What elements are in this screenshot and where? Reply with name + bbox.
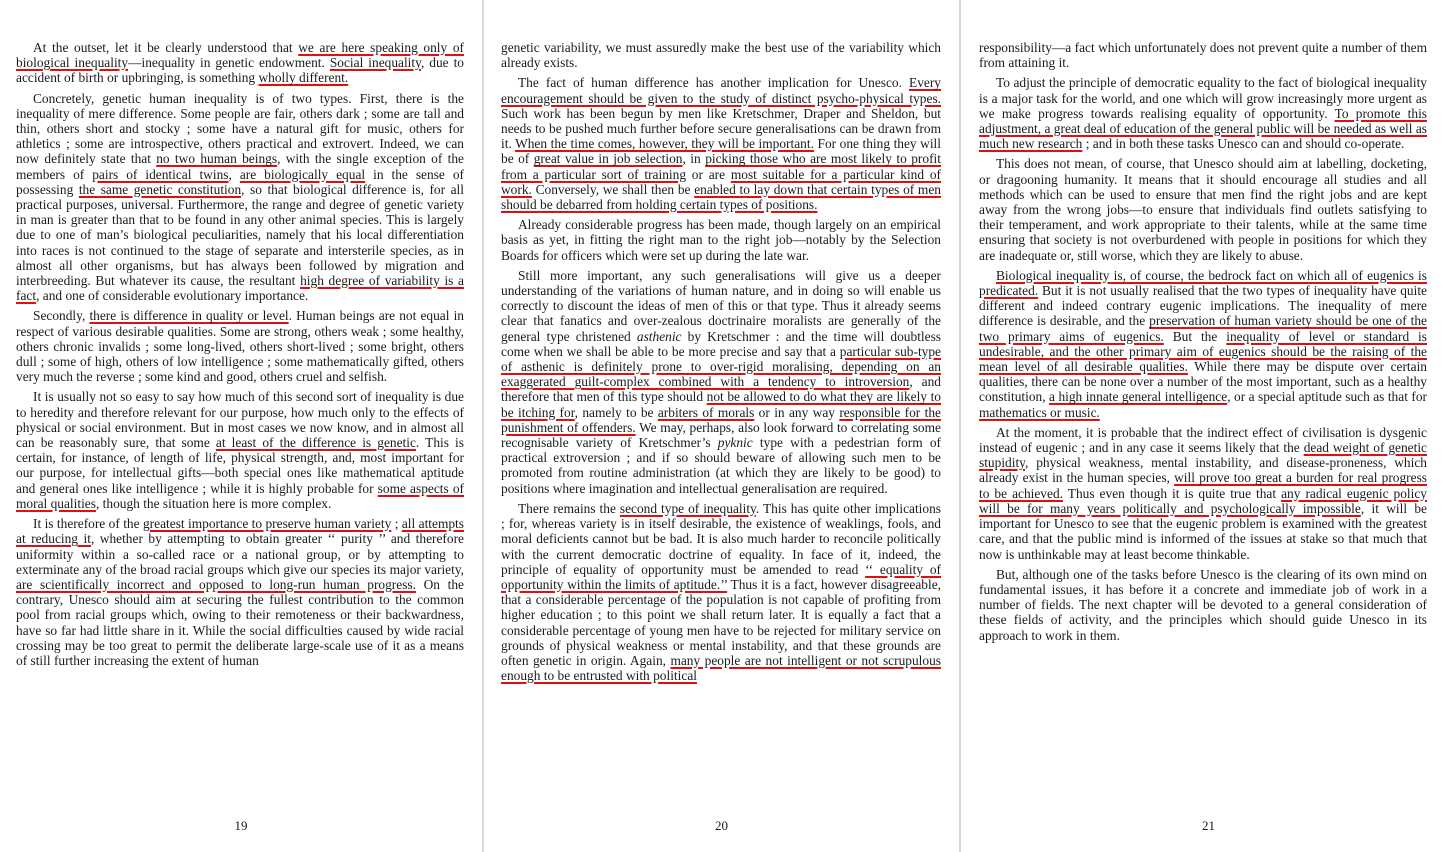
text-column xyxy=(979,40,1427,648)
text-run: Thus it is a fact, however disagreeable, that a considerable percentage of the population is not capable of profiting from higher education ; to this point we shall return later. It is equally a fact that a considerable percentage of young men have to be rejected for military service on grounds of physical weakness or mental instability, and that these grounds are often genetic in origin. Again, xyxy=(501,576,941,668)
text-run: It is usually not so easy to say how much of this second sort of inequality is due to heredity and therefore relevant for our purpose, how much only to the effects of physical or social environment. But in most cases we now know, and in almost all can be reasonably sure, that some xyxy=(16,389,464,451)
paragraph xyxy=(979,40,1427,70)
underlined-passage: preservation of human variety should be one of the two primary aims of eugenics. xyxy=(979,313,1427,344)
underlined-passage: many people are not intelligent or not scrupulous enough to be entrusted with political xyxy=(501,652,941,684)
text-run: or are xyxy=(686,166,731,182)
book-page-20 xyxy=(484,0,959,852)
text-run: by Kretschmer : and the time will doubtless come when we shall be able to be more precise and say that a xyxy=(501,328,942,359)
text-run: The fact of human difference has another implication for Unesco. xyxy=(518,75,910,91)
text-run: But the xyxy=(1163,328,1227,344)
text-run: , with the single exception of the members of xyxy=(16,151,464,182)
text-run: On the contrary, Unesco should aim at securing the fullest contribution to the common pool from racial groups which, owing to their remoteness or their backwardness, have so far had little share in it. While the social difficulties caused by wide racial crossing may be too great to permit the deliberate large-scale use of it as a means of still further increasing the extent of human xyxy=(16,576,464,668)
text-run: While there may be dispute over certain qualities, there can be none over a number of the most important, such as a healthy constitution, xyxy=(979,359,1427,405)
text-run: , physical weakness, mental instability, and disease-proneness, which already exist in the human species, xyxy=(979,455,1427,486)
book-page-19 xyxy=(0,0,482,852)
underlined-passage: a high innate general intelligence xyxy=(1049,389,1228,405)
text-column xyxy=(16,40,464,673)
text-run: , xyxy=(228,166,240,182)
underlined-passage: inequality of level or standard is undesirable, and the other primary aim of eugenics should be the raising of the mean level of all desirable qualities. xyxy=(979,328,1427,375)
paragraph xyxy=(501,217,941,263)
text-run: Such work has been begun by men like Kretschmer, Draper and Sheldon, but needs to be pushed much further before secure generalisations can be drawn from it. xyxy=(501,105,941,152)
text-run: , namely to be xyxy=(574,404,658,420)
underlined-passage: picking those who are most likely to profit from a particular sort of training xyxy=(501,151,941,182)
underlined-passage: some aspects of moral qualities xyxy=(16,480,464,511)
text-run: —inequality in genetic endowment. xyxy=(128,55,330,71)
text-run: This does not mean, of course, that Unesco should aim at labelling, docketing, or dragooning humanity. It means that it should encourage all studies and all methods which can be used to ensure that men find the right jobs and are kept away from the wrong jobs—to ensure that individuals find outlets satisfying to their temperament, and work appropriate to their talents, while at the same time ensuring that society is not overburdened with people in positions for which they are inadequate or, still worse, which they are likely to abuse. xyxy=(979,156,1427,263)
text-run: Concretely, genetic human inequality is of two types. First, there is the inequality of mere difference. Some people are fair, others dark ; some are tall and thin, others short and stocky ; some have a natural gift for music, others for athletics ; some are introspective, others practical and extrovert. Indeed, we can now definitely state that xyxy=(16,90,464,167)
text-run: , and one of considerable evolutionary importance. xyxy=(36,288,309,304)
paragraph xyxy=(979,425,1427,562)
underlined-passage: will prove too great a burden for real progress to be achieved. xyxy=(979,470,1428,501)
underlined-passage: enabled to lay down that certain types of men should be debarred from holding certain types of positions. xyxy=(501,181,941,213)
text-run: To adjust the principle of democratic equality to the fact of biological inequality is a major task for the world, and one which will grow increasingly more urgent as we make progress towards realising equality of opportunity. xyxy=(979,75,1427,121)
underlined-passage: ‘‘ equality of opportunity within the limits of aptitude.’’ xyxy=(501,561,941,592)
paragraph xyxy=(501,40,941,70)
text-run: ; and in both these tasks Unesco can and should co-operate. xyxy=(1082,136,1405,152)
text-run: in the sense of possessing xyxy=(16,166,464,197)
text-run: , it will be important for Unesco to see that the eugenic problem is examined with the greatest care, and that the public mind is informed of the issues at stake so that much that now is unthinkable may at least become thinkable. xyxy=(979,500,1427,562)
paragraph xyxy=(16,91,464,304)
underlined-passage: high degree of variability is a fact xyxy=(16,273,464,304)
paragraph xyxy=(979,268,1427,420)
text-run: , though the situation here is more complex. xyxy=(95,495,332,511)
text-run: responsibility—a fact which unfortunately does not prevent quite a number of them from attaining it. xyxy=(979,40,1427,71)
text-run: ; xyxy=(391,516,402,532)
text-run: Secondly, xyxy=(33,308,90,324)
text-run: Already considerable progress has been made, though largely on an empirical basis as yet, in fitting the right man to the right job—notably by the Selection Boards for officers which were set up during the late war. xyxy=(501,217,941,263)
underlined-passage: To promote this adjustment, a great deal of education of the general public will be needed as well as much new research xyxy=(979,105,1428,152)
underlined-passage: Social inequality xyxy=(329,55,421,71)
paragraph xyxy=(16,40,464,86)
paragraph xyxy=(16,389,464,511)
underlined-passage: arbiters of morals xyxy=(657,404,755,420)
italic-term: pyknic xyxy=(717,435,753,451)
text-run: type with a pedestrian form of practical extroversion ; and if so should beware of allowing such men to be promoted from routine administration (at which they are likely to be good) to positions where imagination and intellectual generalisation are required. xyxy=(501,435,941,496)
text-run: , whether by attempting to obtain greater ‘‘ purity ’’ and therefore uniformity within a so-called race or a national group, or by attempting to exterminate any of the broad racial groups which give our species its major variety, xyxy=(16,531,464,577)
underlined-passage: particular sub-type of asthenic is definitely prone to over-rigid moralising, depending on an exaggerated guilt-complex combined with a tendency to introversion xyxy=(501,343,941,390)
underlined-passage: there is difference in quality or level xyxy=(89,308,289,324)
underlined-passage: the same genetic constitution xyxy=(78,181,242,197)
underlined-passage: When the time comes, however, they will be important. xyxy=(515,136,814,152)
underlined-passage: greatest importance to preserve human variety xyxy=(142,516,392,532)
text-run: There remains the xyxy=(518,500,620,516)
underlined-passage: great value in job selection xyxy=(533,151,683,167)
underlined-passage: most suitable for a particular kind of work. xyxy=(501,166,942,197)
underlined-passage: wholly different. xyxy=(258,70,349,86)
text-run: . This is certain, for instance, of length of life, physical strength, and, most important for our purpose, for intellectual gifts—both special ones like mathematical aptitude and general ones like intelligence ; while it is highly probable for xyxy=(16,435,464,496)
text-run: Conversely, we shall then be xyxy=(531,181,695,197)
text-run: or in any way xyxy=(754,404,840,420)
text-run: For one thing they will be of xyxy=(501,136,941,167)
paragraph xyxy=(16,308,464,384)
text-run: , in xyxy=(682,151,706,167)
underlined-passage: at least of the difference is genetic xyxy=(215,435,416,451)
italic-term: asthenic xyxy=(636,328,682,344)
page-number: 21 xyxy=(1202,818,1215,833)
text-run: , and therefore that men of this type should xyxy=(501,374,941,405)
text-run: At the outset, let it be clearly understood that xyxy=(33,40,299,55)
text-run: Still more important, any such generalisations will give us a deeper understanding of the variations of human nature, and in doing so will enable us correctly to discount the ideas of men of this or that type. Thus it already seems clear that fanatics and over-zealous doctrinaire moralists are generally of the general type christened xyxy=(501,267,941,344)
page-number: 20 xyxy=(715,818,728,833)
text-run: . Human beings are not equal in respect of various desirable qualities. Some are strong, others weak ; some healthy, others chronic invalids ; some long-lived, others short-lived ; some bright, others dull ; some of high, others of low intelligence ; some mathematically gifted, others very much the reverse ; some kind and good, others cruel and selfish. xyxy=(16,308,464,385)
text-run: , due to accident of birth or upbringing, is something xyxy=(16,55,464,86)
text-run: It is therefore of the xyxy=(33,516,143,532)
text-run: Thus even though it is quite true that xyxy=(1063,485,1282,501)
underlined-passage: are scientifically incorrect and opposed to long-run human progress. xyxy=(16,576,416,592)
text-run: We may, perhaps, also look forward to correlating some recognisable variety of Kretschmer’s xyxy=(501,419,941,451)
underlined-passage: Biological inequality is, of course, the bedrock fact on which all of eugenics is predicated. xyxy=(979,267,1427,299)
underlined-passage: Every encouragement should be given to the study of distinct psycho-physical types. xyxy=(501,75,941,106)
paragraph xyxy=(979,75,1427,151)
underlined-passage: no two human beings xyxy=(156,151,278,167)
paragraph xyxy=(979,156,1427,262)
underlined-passage: all attempts at reducing it xyxy=(16,516,464,547)
text-run: But it is not usually realised that the two types of inequality have quite different and indeed contrary eugenic implications. The inequality of mere difference is desirable, and the xyxy=(979,283,1427,329)
paragraph xyxy=(979,567,1427,643)
text-run: At the moment, it is probable that the indirect effect of civilisation is dysgenic instead of eugenic ; and in any case it seems likely that the xyxy=(979,424,1427,456)
underlined-passage: are biologically equal xyxy=(239,166,366,182)
paragraph xyxy=(501,268,941,496)
paragraph xyxy=(501,75,941,212)
text-run: But, although one of the tasks before Unesco is the clearing of its own mind on fundamental issues, it has before it a concrete and immediate job of work in a number of fields. The next chapter will be devoted to a general consideration of these fields of activity, and the principles which should guide Unesco in its approach to work in them. xyxy=(979,566,1427,643)
underlined-passage: pairs of identical twins xyxy=(92,166,229,182)
underlined-passage: we are here speaking only of biological inequality xyxy=(16,40,464,71)
underlined-passage: dead weight of genetic stupidity xyxy=(979,440,1427,471)
underlined-passage: mathematics or music. xyxy=(979,404,1100,420)
underlined-passage: responsible for the punishment of offenders. xyxy=(501,404,941,435)
text-run: , or a special aptitude such as that for xyxy=(1227,389,1427,405)
page-number: 19 xyxy=(234,818,248,833)
text-run: , so that biological difference is, for all practical purposes, universal. Furthermore, the range and degree of genetic variety in man is greater than that to be found in any other animal species. This is largely due to one of man’s biological peculiarities, namely that his local differentiation into races is not continued to the stage of separate and intersterile species, as in almost all other organisms, but has always been followed by migration and interbreeding. But whatever its cause, the resultant xyxy=(16,181,464,289)
underlined-passage: second type of inequality xyxy=(619,500,756,516)
paragraph xyxy=(16,516,464,668)
underlined-passage: not be allowed to do what they are likely to be itching for xyxy=(501,389,941,420)
paragraph xyxy=(501,501,941,683)
underlined-passage: any radical eugenic policy will be for many years politically and psychologically impossible xyxy=(979,485,1427,516)
book-page-21 xyxy=(961,0,1456,852)
text-run: . This has quite other implications ; for, whereas variety is in itself desirable, the existence of weaklings, fools, and moral deficients cannot but be bad. It is also much harder to reconcile politically with the current democratic doctrine of equality. In face of it, indeed, the principle of equality of opportunity must be amended to read xyxy=(501,500,941,577)
text-column xyxy=(501,40,941,688)
text-run: genetic variability, we must assuredly make the best use of the variability which already exists. xyxy=(501,40,941,71)
